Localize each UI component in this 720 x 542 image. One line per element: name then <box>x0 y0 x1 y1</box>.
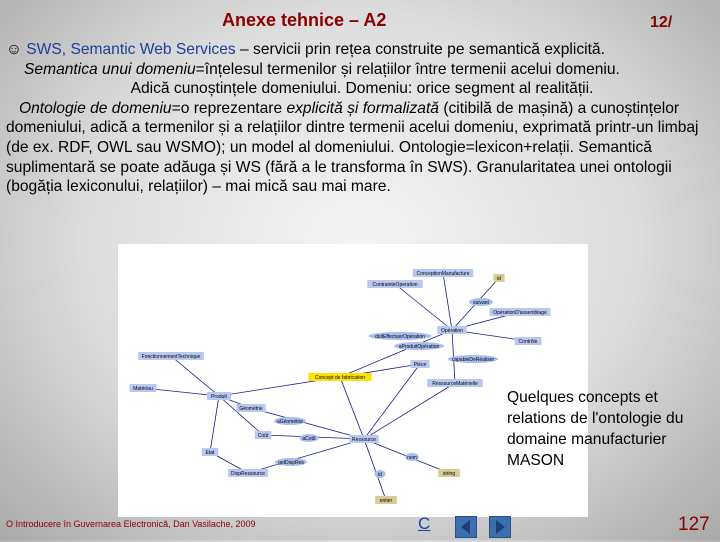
diagram-node-label: Produit <box>211 393 227 400</box>
ontology-text-a: =o reprezentare <box>171 99 287 117</box>
diagram-node-label: string <box>442 470 456 477</box>
diagram-node <box>300 434 319 442</box>
diagram-node-label: Matériau <box>133 385 153 392</box>
diagram-edge <box>364 439 386 500</box>
diagram-edge <box>364 383 455 439</box>
diagram-node <box>207 392 231 400</box>
diagram-edge <box>210 396 219 452</box>
diagram-edge <box>219 396 263 435</box>
arrow-right-icon <box>490 517 510 537</box>
diagram-node <box>438 469 460 477</box>
diagram-node <box>493 274 504 282</box>
paragraph-ontology <box>6 99 718 197</box>
paragraph-knowledge: Adică cunoștințele domeniului. Domeniu: orice segment al realității. <box>130 80 594 98</box>
diagram-edge <box>443 273 452 330</box>
diagram-edge <box>395 284 452 330</box>
diagram-node <box>469 298 493 306</box>
ontology-text-c: (citibilă de mașină) a cunoștințelor domeniului, adică a termenilor și a relațiilor dintre termenii acelui domeniu, exprimată printr-un limbaj (de ex. RDF, OWL sau WSMO); un model al domeniului. Ontologie=lexicon+relații. Semantică suplimentară se poate adăuga și WS (fără a le transforma în SWS). Granularitatea unei ontologii (bogăția lexiconului, relațiilor) – mai mică sau mai mare. <box>6 99 699 196</box>
diagram-node-label: RessourceMatérielle <box>432 380 478 387</box>
arrow-left-icon <box>456 517 476 537</box>
diagram-node <box>349 435 378 443</box>
diagram-node <box>405 453 419 461</box>
diagram-node <box>275 458 307 466</box>
diagram-node <box>236 404 265 412</box>
diagram-node-label: Concept de fabrication <box>314 374 366 381</box>
diagram-edge <box>364 364 420 439</box>
next-slide-button[interactable] <box>489 516 511 538</box>
sws-definition: – servicii prin rețea construite pe semantică explicită. <box>235 41 605 58</box>
diagram-node-label: doitEffectuerOpération <box>375 333 425 340</box>
diagram-node-label: getDispRes <box>278 459 304 466</box>
semantics-definition: =înțelesul termenilor și relațiilor între termenii acelui domeniu. <box>195 60 620 78</box>
diagram-node-label: id <box>497 275 501 282</box>
diagram-node-label: capableDeRéaliser <box>451 356 495 363</box>
diagram-node-label: FonctionnementTechnique <box>141 353 201 360</box>
diagram-node-label: Opération <box>441 327 463 334</box>
previous-slide-button[interactable] <box>455 516 477 538</box>
diagram-node <box>413 269 474 277</box>
diagram-node <box>375 496 397 504</box>
diagram-node-label: Géométrie <box>239 405 263 412</box>
diagram-node-label: ConceptionManufacture <box>416 270 470 277</box>
ontology-text-emphasis: explicită și formalizată <box>286 99 439 117</box>
contents-link[interactable]: C <box>418 514 431 533</box>
diagram-node <box>411 360 430 368</box>
diagram-node <box>255 431 271 439</box>
diagram-node <box>308 373 371 381</box>
diagram-node-label: entier <box>379 497 393 504</box>
ontology-term: Ontologie de domeniu <box>19 99 172 117</box>
semantics-term: Semantica unui domeniu <box>24 60 196 78</box>
smiley-bullet-icon: ☺ <box>6 41 22 58</box>
slide-body <box>6 40 718 197</box>
diagram-node-label: suivant <box>473 299 489 306</box>
diagram-node <box>367 280 422 288</box>
diagram-node <box>427 379 482 387</box>
diagram-node-label: aProduitOpération <box>398 343 440 350</box>
paragraph-semantics <box>6 60 718 80</box>
ontology-diagram <box>118 244 588 517</box>
diagram-node <box>394 342 444 350</box>
diagram-node-label: Contrôle <box>518 338 538 345</box>
diagram-node-label: DispRessource <box>231 470 265 477</box>
diagram-node-label: OpérationD'assemblage <box>493 309 547 316</box>
diagram-node <box>228 469 268 477</box>
page-number: 127 <box>678 514 710 535</box>
diagram-node <box>202 448 218 456</box>
diagram-node <box>515 337 542 345</box>
diagram-edge <box>340 377 364 439</box>
diagram-node <box>437 326 466 334</box>
diagram-node <box>130 384 157 392</box>
diagram-node-label: Coût <box>257 432 269 439</box>
diagram-node <box>374 470 385 478</box>
diagram-node <box>274 417 306 425</box>
diagram-node-label: ContrainteOperation <box>372 281 418 288</box>
diagram-node <box>368 332 431 340</box>
diagram-caption: Quelques concepts et relations de l'ontologie du domaine manufacturier MASON <box>507 389 684 469</box>
sws-term: SWS, Semantic Web Services <box>26 41 236 58</box>
diagram-node-label: aGéométrie <box>276 418 304 425</box>
diagram-node-label: nom <box>407 454 417 461</box>
diagram-node <box>138 352 204 360</box>
diagram-node <box>490 308 551 316</box>
diagram-node-label: Pièce <box>413 361 427 368</box>
diagram-node-label: Etat <box>205 449 215 456</box>
diagram-edge <box>171 356 219 396</box>
diagram-node <box>448 355 498 363</box>
diagram-node-label: id <box>378 471 382 478</box>
diagram-node-label: Ressource <box>352 436 376 443</box>
paragraph-sws <box>6 40 718 60</box>
slide-title: Anexe tehnice – A2 <box>222 10 387 30</box>
diagram-edge <box>248 439 364 473</box>
ontology-graph <box>118 244 588 517</box>
slide-reference: 12/ <box>650 14 673 31</box>
footer-credit: O Introducere în Guvernarea Electronică, Dan Vasilache, 2009 <box>6 519 256 529</box>
diagram-node-label: aCoût <box>302 435 316 442</box>
